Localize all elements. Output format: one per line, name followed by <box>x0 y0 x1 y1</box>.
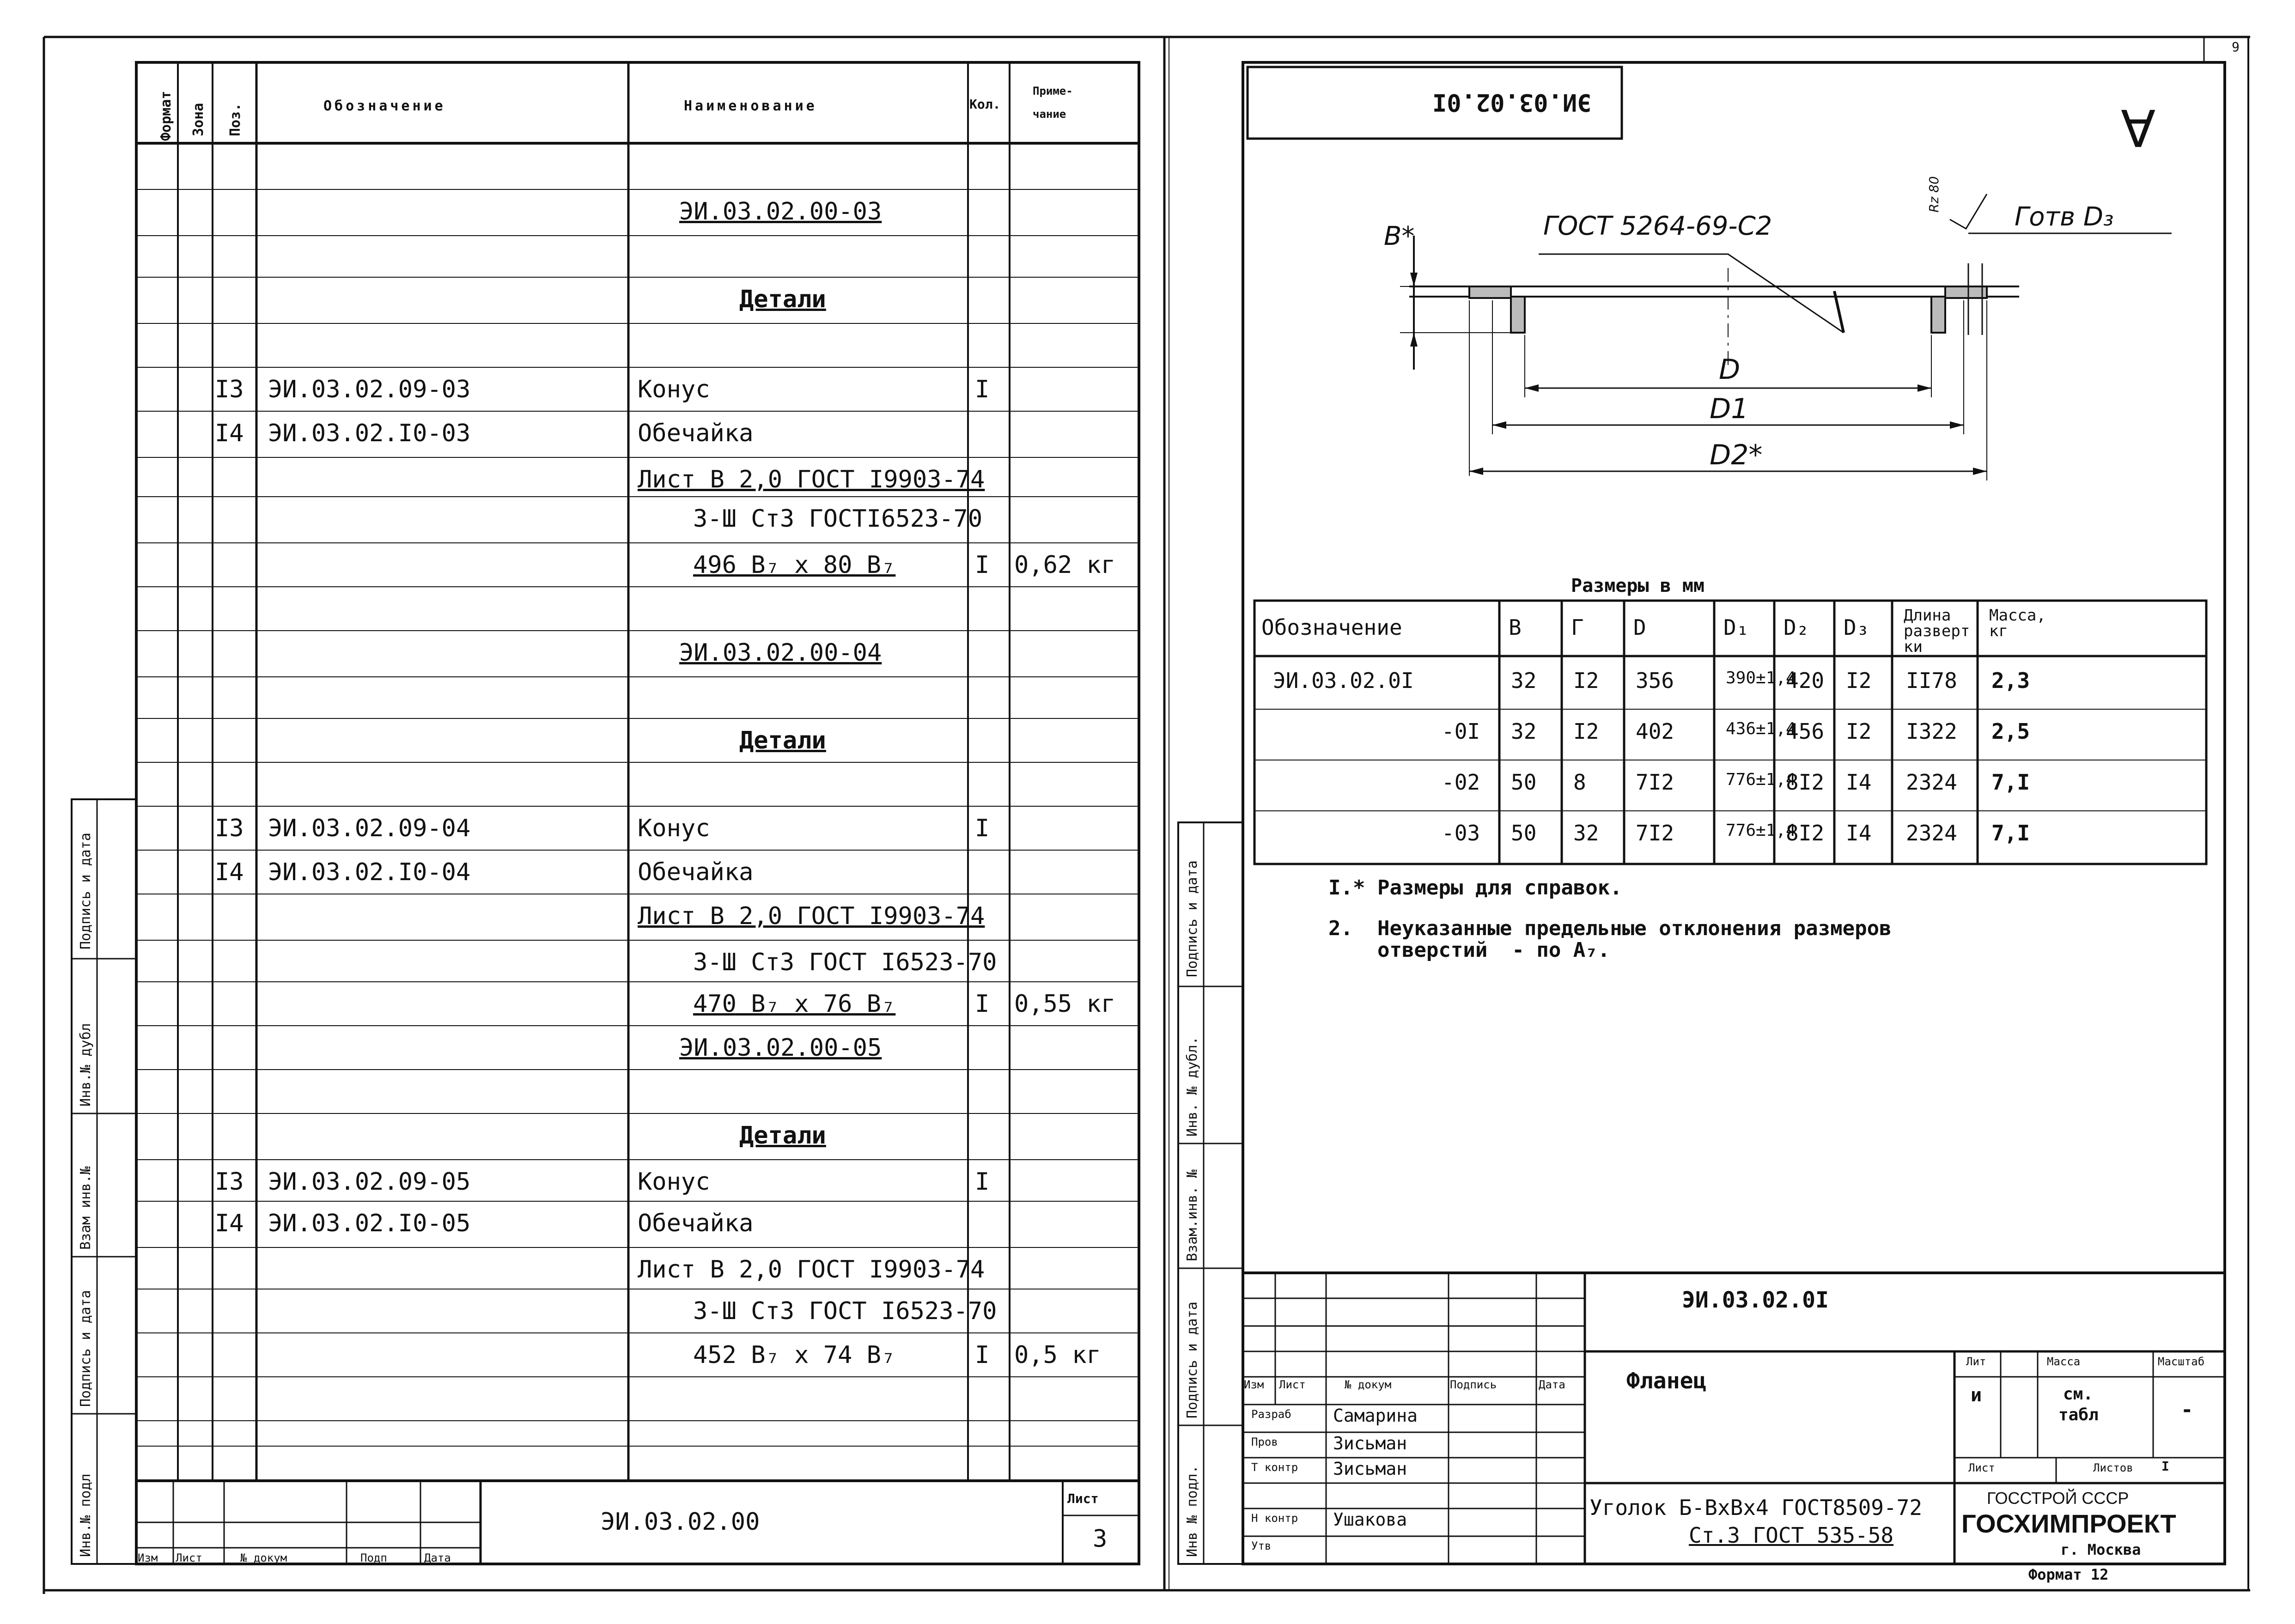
stamp-designation: ЭИ.03.02.00 <box>601 1508 760 1536</box>
size-table-cell: 50 <box>1511 770 1537 795</box>
side-label-signature-date: Подпись и дата <box>78 833 94 949</box>
stamp-role: Утв <box>1251 1539 1272 1552</box>
spec-row-name: Конус <box>638 376 710 403</box>
spec-row-name: Конус <box>638 1168 710 1196</box>
spec-row-name: Детали <box>739 727 826 754</box>
sheet-label-right: Лист <box>1968 1461 1995 1474</box>
spec-row-name: Детали <box>739 286 826 313</box>
size-table-header: D₁ <box>1723 615 1749 640</box>
stamp-col-dokum-right: № докум <box>1345 1378 1392 1391</box>
spec-row-qty: I <box>975 1341 990 1369</box>
spec-row-note: 0,62 кг <box>1014 551 1116 579</box>
stamp-role: Пров <box>1251 1435 1278 1448</box>
spec-row-designation: ЭИ.03.02.09-05 <box>268 1168 471 1196</box>
stamp-col-data: Дата <box>424 1551 451 1564</box>
size-table-cell: I4 <box>1846 770 1872 795</box>
note-2: 2. Неуказанные предельные отклонения размеров <box>1328 917 1892 940</box>
stamp-role: Н контр <box>1251 1512 1298 1525</box>
spec-row-name: 452 В₇ х 74 В₇ <box>693 1341 896 1369</box>
side-label-signature-date-right: Подпись и дата <box>1184 860 1200 977</box>
spec-row-designation: ЭИ.03.02.09-03 <box>268 376 471 403</box>
flange-drawing <box>1248 176 2218 499</box>
size-table-cell: -02 <box>1442 770 1480 795</box>
stamp-person-name: Ушакова <box>1333 1509 1407 1530</box>
spec-row-pos: I3 <box>215 815 244 842</box>
lit-label: Лит <box>1966 1355 1986 1368</box>
size-table-cell: 32 <box>1511 668 1537 693</box>
side-label-signature-date-right-2: Подпись и дата <box>1184 1302 1200 1418</box>
stamp-col-list: Лист <box>176 1551 202 1564</box>
stamp-person-name: Зисьман <box>1333 1433 1407 1454</box>
side-label-replace-inv: Взам инв.№ <box>78 1166 94 1250</box>
hole-label: Готв D₃ <box>2015 202 2114 232</box>
size-table-cell: I2 <box>1573 719 1599 744</box>
spec-row-name: 3-Ш Ст3 ГОСТI6523-70 <box>693 505 983 533</box>
size-table-cell: -03 <box>1442 821 1480 845</box>
spec-row-pos: I4 <box>215 1210 244 1237</box>
col-header-pos: Поз. <box>227 103 244 136</box>
spec-row-name: Конус <box>638 815 710 842</box>
size-table-header: D₃ <box>1844 615 1869 640</box>
col-header-format: Формат <box>158 91 174 141</box>
size-table-cell: I4 <box>1846 821 1872 845</box>
spec-row-name: 470 В₇ х 76 В₇ <box>693 990 896 1018</box>
size-table-header: Длина разверт ки <box>1904 606 1970 656</box>
sheets-label: Листов <box>2093 1461 2133 1474</box>
spec-row-qty: I <box>975 376 990 403</box>
stamp-col-podp: Подп <box>360 1551 387 1564</box>
d1-dimension-label: D1 <box>1710 393 1749 425</box>
size-table-cell: I322 <box>1906 719 1957 744</box>
org-gosstroy: ГОССТРОЙ СССР <box>1987 1489 2129 1508</box>
size-table-cell: 7I2 <box>1636 821 1674 845</box>
stamp-sheet-number: 3 <box>1093 1525 1108 1553</box>
size-table-cell: 356 <box>1636 668 1674 693</box>
size-table-caption: Размеры в мм <box>1571 575 1705 596</box>
size-table-cell: II78 <box>1906 668 1957 693</box>
spec-row-name: Лист В 2,0 ГОСТ I9903-74 <box>638 902 985 930</box>
spec-row-name: Обечайка <box>638 420 754 447</box>
size-table-cell: 2,3 <box>1991 668 2030 693</box>
page-number: 9 <box>2232 39 2240 55</box>
scale-value: - <box>2181 1398 2193 1422</box>
note-3: отверстий - по А₇. <box>1328 938 1610 962</box>
lit-value: и <box>1971 1385 1982 1406</box>
stamp-col-dokum: № докум <box>240 1551 287 1564</box>
size-table-cell: 2324 <box>1906 770 1957 795</box>
note-1: I.* Размеры для справок. <box>1328 876 1622 900</box>
stamp-designation-right: ЭИ.03.02.0I <box>1682 1287 1829 1313</box>
stamp-role: Т контр <box>1251 1461 1298 1474</box>
size-table-cell: 7,I <box>1991 821 2030 845</box>
size-table-cell: 456 <box>1786 719 1825 744</box>
spec-row-name: Лист В 2,0 ГОСТ I9903-74 <box>638 1256 985 1283</box>
spec-row-name: 496 В₇ х 80 В₇ <box>693 551 896 579</box>
size-table-cell: I2 <box>1573 668 1599 693</box>
org-city: г. Москва <box>2061 1541 2141 1558</box>
spec-row-name: ЭИ.03.02.00-04 <box>679 639 882 667</box>
spec-row-qty: I <box>975 1168 990 1196</box>
spec-row-designation: ЭИ.03.02.I0-05 <box>268 1210 471 1237</box>
size-table-cell: -0I <box>1442 719 1480 744</box>
size-table-cell: ЭИ.03.02.0I <box>1273 668 1414 693</box>
size-table-cell: 420 <box>1786 668 1825 693</box>
mass-value-2: табл <box>2058 1405 2099 1424</box>
spec-row-name: 3-Ш Ст3 ГОСТ I6523-70 <box>693 1297 997 1325</box>
stamp-col-list-right: Лист <box>1279 1378 1306 1391</box>
side-label-signature-date-2: Подпись и дата <box>78 1290 94 1407</box>
mass-value-1: см. <box>2063 1385 2094 1404</box>
size-table-cell: 50 <box>1511 821 1537 845</box>
stamp-col-data-right: Дата <box>1539 1378 1565 1391</box>
org-goskhimproekt: ГОСХИМПРОЕКТ <box>1961 1509 2176 1538</box>
mass-label: Масса <box>2047 1355 2081 1368</box>
spec-row-name: Детали <box>739 1122 826 1150</box>
size-table-cell: I2 <box>1846 719 1872 744</box>
stamp-col-podp-right: Подпись <box>1450 1378 1497 1391</box>
spec-row-name: Обечайка <box>638 858 754 886</box>
col-header-designation: Обозначение <box>323 98 446 114</box>
size-table-cell: 2,5 <box>1991 719 2030 744</box>
mirrored-designation-label: ЭИ.03.02.0I <box>1432 88 1592 116</box>
material-line-1: Уголок Б-ВхВх4 ГОСТ8509-72 <box>1589 1495 1923 1520</box>
sheets-value: I <box>2161 1459 2169 1474</box>
spec-row-qty: I <box>975 990 990 1018</box>
stamp-person-name: Самарина <box>1333 1405 1418 1426</box>
col-header-qty: Кол. <box>969 97 1001 112</box>
spec-row-name: Обечайка <box>638 1210 754 1237</box>
spec-row-note: 0,5 кг <box>1014 1341 1101 1369</box>
col-header-name: Наименование <box>684 98 817 114</box>
paper-format: Формат 12 <box>2028 1566 2109 1583</box>
size-table-header: D <box>1633 615 1646 640</box>
spec-row-designation: ЭИ.03.02.I0-03 <box>268 420 471 447</box>
stamp-role: Разраб <box>1251 1408 1291 1421</box>
roughness-mark: ∀ <box>2121 100 2156 159</box>
side-label-replace-inv-right: Взам.инв. № <box>1184 1169 1200 1261</box>
stamp-col-izm: Изм <box>138 1551 158 1564</box>
size-table-cell: 776±1,4 <box>1726 770 1796 789</box>
size-table-cell: 8I2 <box>1786 821 1825 845</box>
side-label-dup-inv-right: Инв. № дубл. <box>1184 1036 1200 1137</box>
size-table-header: В <box>1509 615 1522 640</box>
col-header-note-1: Приме- <box>1033 85 1073 97</box>
spec-row-note: 0,55 кг <box>1014 990 1116 1018</box>
size-table-cell: 776±1,4 <box>1726 821 1796 840</box>
size-table-cell: 8I2 <box>1786 770 1825 795</box>
size-table-cell: 32 <box>1511 719 1537 744</box>
stamp-person-name: Зисьман <box>1333 1459 1407 1479</box>
spec-row-name: ЭИ.03.02.00-05 <box>679 1034 882 1062</box>
size-table-header: D₂ <box>1784 615 1809 640</box>
side-label-dup-inv: Инв.№ дубл <box>78 1023 94 1107</box>
size-table-cell: 32 <box>1573 821 1599 845</box>
weld-label: ГОСТ 5264-69-С2 <box>1543 211 1772 241</box>
size-table-cell: 2324 <box>1906 821 1957 845</box>
part-title: Фланец <box>1626 1368 1707 1394</box>
size-table-cell: I2 <box>1846 668 1872 693</box>
size-table-cell: 402 <box>1636 719 1674 744</box>
size-table-cell: 390±1,4 <box>1726 669 1796 687</box>
material-line-2: Ст.3 ГОСТ 535-58 <box>1689 1523 1894 1548</box>
spec-row-qty: I <box>975 815 990 842</box>
spec-row-name: ЭИ.03.02.00-03 <box>679 198 882 225</box>
side-label-orig-inv-right: Инв № подл. <box>1184 1465 1200 1557</box>
size-table-cell: 436±1,4 <box>1726 719 1796 738</box>
col-header-zone: Зона <box>190 103 207 136</box>
spec-row-pos: I4 <box>215 420 244 447</box>
size-table-header: Г <box>1571 615 1584 640</box>
size-table-cell: 8 <box>1573 770 1586 795</box>
spec-row-pos: I3 <box>215 1168 244 1196</box>
stamp-sheet-label: Лист <box>1067 1491 1099 1506</box>
size-table-cell: 7,I <box>1991 770 2030 795</box>
spec-row-pos: I4 <box>215 858 244 886</box>
d-dimension-label: D <box>1719 353 1741 386</box>
spec-row-pos: I3 <box>215 376 244 403</box>
size-table-header: Масса, кг <box>1989 606 2046 640</box>
spec-row-name: 3-Ш Ст3 ГОСТ I6523-70 <box>693 949 997 976</box>
spec-row-designation: ЭИ.03.02.I0-04 <box>268 858 471 886</box>
b-dimension-label: В* <box>1384 221 1415 251</box>
col-header-note-2: чание <box>1033 108 1066 121</box>
roughness-label: Rz 80 <box>1926 176 1942 213</box>
d2-dimension-label: D2* <box>1710 439 1763 471</box>
side-label-orig-inv: Инв.№ подл <box>78 1473 94 1557</box>
spec-row-qty: I <box>975 551 990 579</box>
size-table-cell: 7I2 <box>1636 770 1674 795</box>
spec-row-designation: ЭИ.03.02.09-04 <box>268 815 471 842</box>
size-table-header: Обозначение <box>1261 615 1402 640</box>
stamp-col-izm-right: Изм <box>1244 1378 1264 1391</box>
spec-row-name: Лист В 2,0 ГОСТ I9903-74 <box>638 466 985 493</box>
scale-label: Масштаб <box>2158 1355 2205 1368</box>
